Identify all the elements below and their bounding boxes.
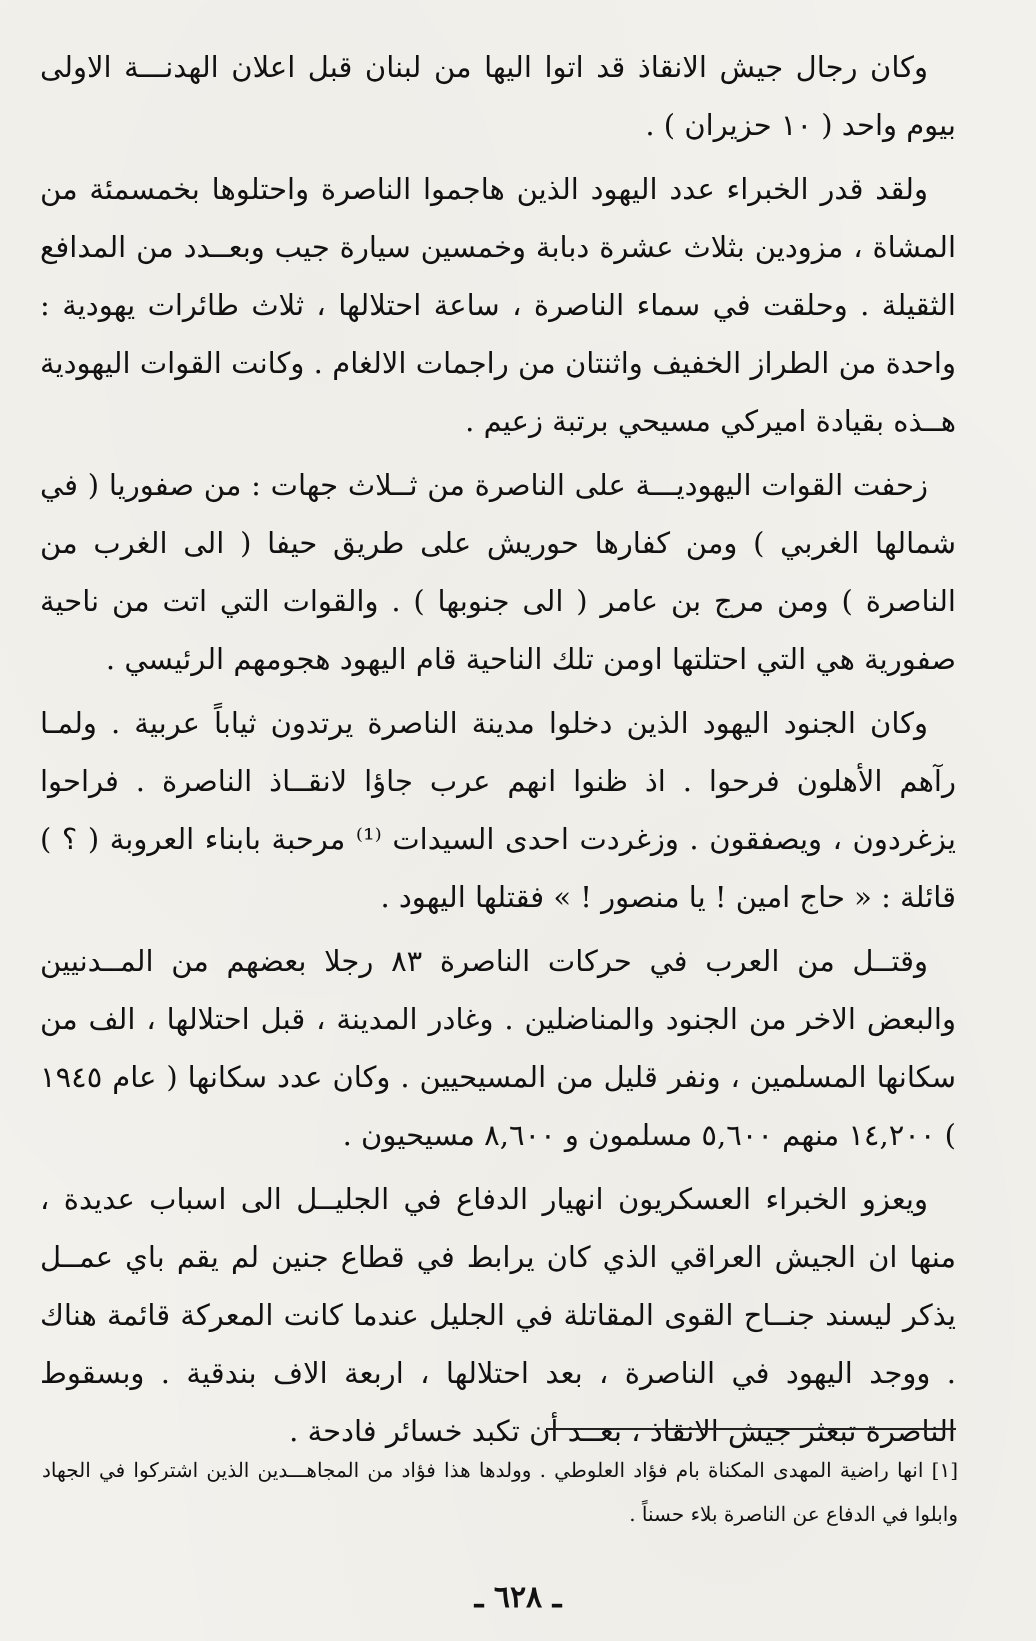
paragraph-3: زحفت القوات اليهوديـــة على الناصرة من ثــلاث جهات : من صفوريا ( في شمالها الغربي ) ومن كفارها حوريش على طريق حيفا ( الى الغرب من الناصرة ) ومن مرج بن عامر ( الى جنوبها ) . والقوات التي اتت من ناحية صفورية هي التي احتلتها اومن تلك الناحية قام اليهود هجومهم الرئيسي . [40,468,956,676]
paragraph-5: وقتــل من العرب في حركات الناصرة ٨٣ رجلا بعضهم من المــدنيين والبعض الاخر من الجنود والمناضلين . وغادر المدينة ، قبل احتلالها ، الف من سكانها المسلمين ، ونفر قليل من المسيحيين . وكان عدد سكانها ( عام ١٩٤٥ ) ١٤,٢٠٠ منهم ٥,٦٠٠ مسلمون و ٨,٦٠٠ مسيحيون . [40,944,956,1152]
main-text [40,38,956,1460]
footnote: [١] انها راضية المهدى المكناة بام فؤاد العلوطي . وولدها هذا فؤاد من المجاهـــدين الذين اشتركوا في الجهاد وابلوا في الدفاع عن الناصرة بلاء حسناً . [42,1458,958,1526]
paragraph-2: ولقد قدر الخبراء عدد اليهود الذين هاجموا الناصرة واحتلوها بخمسمئة من المشاة ، مزودين بثلاث عشرة دبابة وخمسين سيارة جيب وبعــدد من المدافع الثقيلة . وحلقت في سماء الناصرة ، ساعة احتلالها ، ثلاث طائرات يهودية : واحدة من الطراز الخفيف واثنتان من راجمات الالغام . وكانت القوات اليهودية هــذه بقيادة اميركي مسيحي برتبة زعيم . [40,172,956,438]
paragraph-1: وكان رجال جيش الانقاذ قد اتوا اليها من لبنان قبل اعلان الهدنـــة الاولى بيوم واحد ( ١٠ حزيران ) . [40,50,956,142]
paragraph-6: ويعزو الخبراء العسكريون انهيار الدفاع في الجليــل الى اسباب عديدة ، منها ان الجيش العراقي الذي كان يرابط في قطاع جنين لم يقم باي عمــل يذكر ليسند جنــاح القوى المقاتلة في الجليل عندما كانت المعركة قائمة هناك . ووجد اليهود في الناصرة ، بعد احتلالها ، اربعة الاف بندقية . وبسقوط الناصرة تبعثر جيش الانقاذ ، بعــد أن تكبد خسائر فادحة . [40,1182,957,1448]
page-number: ـ ٦٢٨ ـ [474,1580,562,1615]
footnote-separator [546,1428,956,1430]
paragraph-4: وكان الجنود اليهود الذين دخلوا مدينة الناصرة يرتدون ثياباً عربية . ولمـا رآهم الأهلون فرحوا . اذ ظنوا انهم عرب جاؤا لانقــاذ الناصرة . فراحوا يزغردون ، ويصفقون . وزغردت احدى السيدات ⁽¹⁾ مرحبة بابناء العروبة ( ؟ ) قائلة : « حاج امين ! يا منصور ! » فقتلها اليهود . [40,706,957,914]
